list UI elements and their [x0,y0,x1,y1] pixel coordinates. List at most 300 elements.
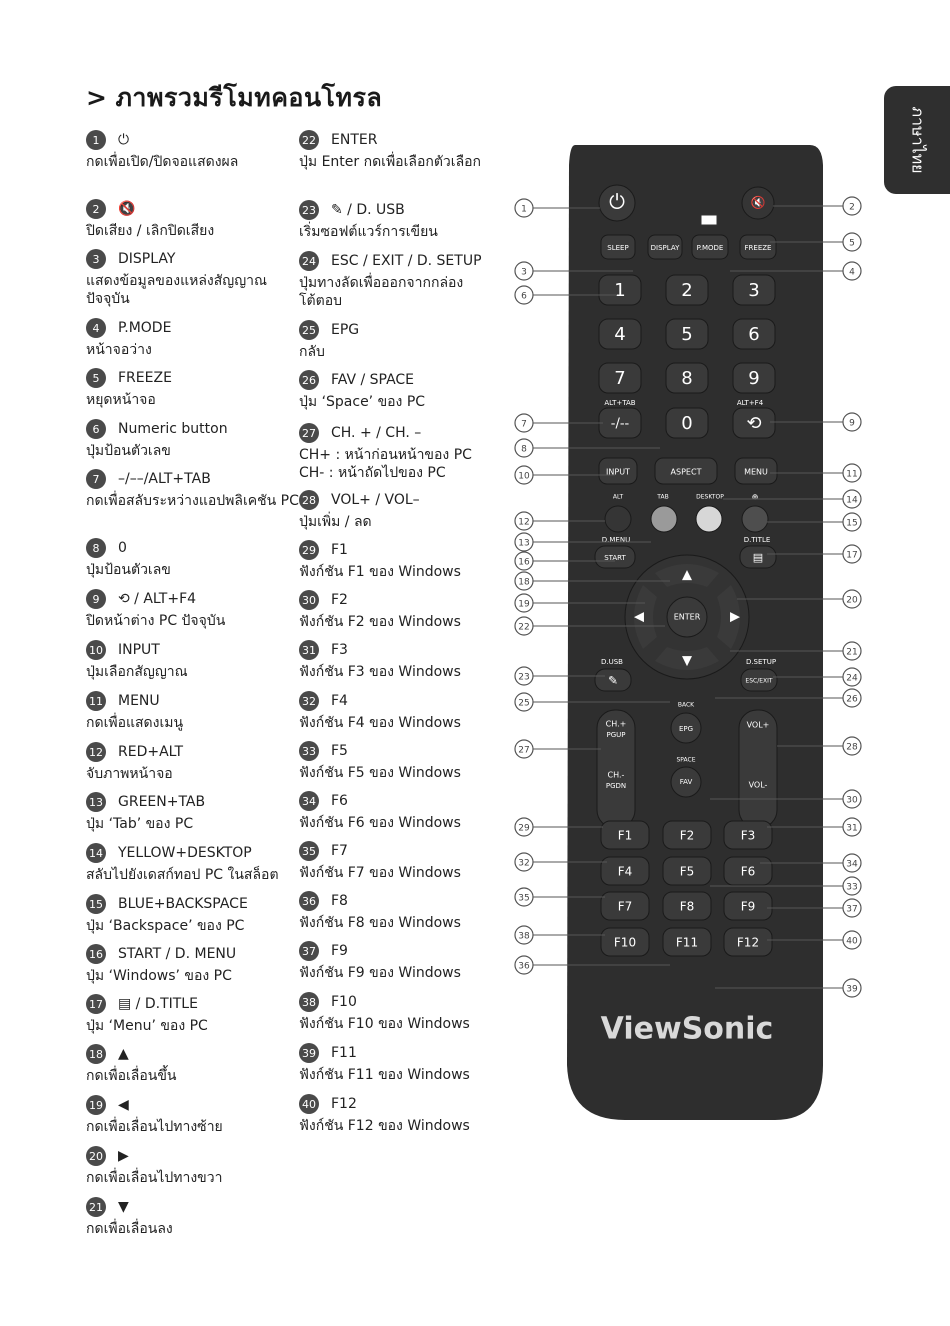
enter-button-label: ENTER [673,612,701,622]
legend-item-heading [299,639,499,661]
chevron-right-icon: > [86,83,108,112]
red-alt-button [605,506,631,532]
legend-item-label: ▲ [118,1046,129,1062]
legend-item-label: 🔇 [118,201,136,217]
dusb-text: D.USB [601,658,623,666]
function-key-F2-label: F2 [679,828,695,843]
callout-number: 30 [846,795,858,806]
dmenu-text: D.MENU [601,536,631,544]
numeric-button-7-label: 7 [614,368,626,389]
callout-number: 3 [521,267,527,278]
number-badge: 40 [299,1094,319,1114]
number-badge: 14 [86,843,106,863]
number-badge: 11 [86,691,106,711]
number-badge: 36 [299,891,319,911]
green-tab-button [651,506,677,532]
legend-item-description: ฟังก์ชัน F6 ของ Windows [299,815,461,831]
legend-item-description: ฟังก์ชัน F2 ของ Windows [299,614,461,630]
function-key-F8-label: F8 [679,899,695,914]
numeric-button-6-label: 6 [748,324,760,345]
pgup-label: PGUP [606,731,626,739]
legend-item-heading [86,537,301,559]
number-badge: 1 [86,130,106,150]
legend-item-label: START / D. MENU [118,946,237,962]
alt-text: ALT [612,493,624,501]
legend-item-6 [86,418,301,460]
legend-item-heading [299,199,499,221]
number-badge: 31 [299,640,319,660]
callout-number: 33 [846,882,858,893]
number-badge: 30 [299,590,319,610]
legend-item-heading [299,1042,499,1064]
space-text: SPACE [676,756,696,764]
legend-item-description: ฟังก์ชัน F7 ของ Windows [299,865,461,881]
legend-item-label: F11 [331,1045,357,1061]
callout-number: 32 [518,858,530,869]
legend-item-description: ปุ่มทางลัดเพื่อออกจากกล่องโต้ตอบ [299,275,464,309]
legend-item-description: ฟังก์ชัน F4 ของ Windows [299,715,461,731]
brand-logo: ViewSonic [600,1011,774,1047]
callout-number: 36 [518,961,530,972]
legend-item-label: F4 [331,693,348,709]
number-badge: 34 [299,791,319,811]
legend-item-label: 0 [118,540,127,556]
legend-item-heading [86,842,301,864]
legend-item-heading [299,1093,499,1115]
callout-number: 28 [846,742,858,753]
legend-item-description: กดเพื่อสลับระหว่างแอปพลิเคชัน PC [86,493,299,509]
page-title: > ภาพรวมรีโมทคอนโทรล [86,83,383,112]
legend-item-label: F5 [331,743,348,759]
function-key-F5-label: F5 [679,864,695,879]
down-arrow-icon: ▼ [682,653,692,669]
callout-number: 7 [521,419,527,430]
legend-item-heading [86,943,301,965]
legend-item-heading [299,840,499,862]
legend-item-description: ปุ่มเลือกสัญญาณ [86,664,188,680]
legend-item-28 [299,489,499,531]
legend-item-heading [86,367,301,389]
callout-number: 25 [518,698,530,709]
number-badge: 19 [86,1095,106,1115]
legend-item-description: ปุ่ม ‘Tab’ ของ PC [86,816,194,832]
legend-item-label: ▶ [118,1148,129,1164]
legend-item-description: กดเพื่อเลื่อนไปทางขวา [86,1170,223,1186]
legend-item-label: DISPLAY [118,251,176,267]
number-badge: 29 [299,540,319,560]
legend-item-label: ✎ / D. USB [331,202,405,218]
number-badge: 5 [86,368,106,388]
callout-number: 27 [518,745,530,756]
up-arrow-icon: ▲ [682,567,692,583]
legend-item-description: กดเพื่อเลื่อนขึ้น [86,1068,177,1084]
legend-item-label: INPUT [118,642,160,658]
legend-item-description: ฟังก์ชัน F9 ของ Windows [299,965,461,981]
callout-number: 34 [846,859,858,870]
blue-backspace-button [742,506,768,532]
callout-number: 31 [846,823,858,834]
number-badge: 10 [86,640,106,660]
number-badge: 9 [86,589,106,609]
legend-item-36 [299,890,499,932]
epg-button-label: EPG [678,725,694,733]
legend-item-heading [299,489,499,511]
legend-item-description: กดเพื่อเลื่อนลง [86,1221,173,1237]
esc-exit-button-label: ESC/EXIT [745,677,773,685]
legend-item-description: ฟังก์ชัน F10 ของ Windows [299,1016,470,1032]
callout-number: 4 [849,267,855,278]
numeric-button-0-label: 0 [681,413,693,434]
legend-item-heading [86,1043,301,1065]
ch-plus-label: CH.+ [605,719,627,729]
callout-number: 6 [521,291,527,302]
callout-number: 35 [518,893,530,904]
vol-plus-label: VOL+ [746,720,770,730]
tab-text: TAB [657,493,669,501]
legend-item-label: F1 [331,542,348,558]
legend-item-18 [86,1043,301,1085]
legend-item-heading [299,940,499,962]
legend-item-13 [86,791,301,833]
legend-item-description: หยุดหน้าจอ [86,392,156,408]
power-icon: ⏻ [609,189,625,214]
legend-item-heading [86,993,301,1015]
legend-item-21 [86,1196,301,1238]
legend-item-label: VOL+ / VOL– [331,492,420,508]
numeric-button-9-label: 9 [748,368,760,389]
legend-item-heading [299,422,499,444]
legend-item-26 [299,369,499,411]
legend-item-38 [299,991,499,1033]
callout-number: 15 [846,518,858,529]
legend-item-heading [299,890,499,912]
number-badge: 37 [299,941,319,961]
legend-item-description: ปุ่ม ‘Windows’ ของ PC [86,968,232,984]
function-key-F4-label: F4 [617,864,633,879]
legend-item-description: ปุ่มป้อนตัวเลข [86,443,171,459]
legend-item-heading [299,589,499,611]
number-badge: 26 [299,370,319,390]
callout-number: 24 [846,673,858,684]
legend-item-heading [299,539,499,561]
alt-f4-button-label: ⟲ [746,413,762,434]
legend-item-9 [86,588,301,630]
callout-number: 40 [846,936,858,947]
legend-item-label: EPG [331,322,360,338]
legend-item-heading [86,468,301,490]
function-key-F7-label: F7 [617,899,633,914]
legend-item-description: จับภาพหน้าจอ [86,766,173,782]
callout-number: 39 [846,984,858,995]
legend-item-description: กดเพื่อแสดงเมนู [86,715,184,731]
legend-item-4 [86,317,301,359]
legend-item-24 [299,250,499,310]
number-badge: 28 [299,490,319,510]
number-badge: 38 [299,992,319,1012]
legend-item-label: CH. + / CH. – [331,425,422,441]
legend-item-label: F7 [331,843,348,859]
number-badge: 3 [86,249,106,269]
numeric-button-5-label: 5 [681,324,693,345]
callout-number: 12 [518,517,530,528]
legend-item-heading [86,1145,301,1167]
legend-item-2 [86,198,301,240]
callout-number: 23 [518,672,530,683]
freeze-button-label: FREEZE [744,244,772,252]
number-badge: 6 [86,419,106,439]
callout-number: 14 [846,495,858,506]
legend-item-description: ปุ่ม ‘Menu’ ของ PC [86,1018,208,1034]
fav-button-label: FAV [679,778,693,786]
legend-item-14 [86,842,301,884]
legend-item-20 [86,1145,301,1187]
legend-item-description: ปิดหน้าต่าง PC ปัจจุบัน [86,613,226,629]
legend-item-heading [86,198,301,220]
legend-item-8 [86,537,301,579]
input-button-label: INPUT [606,467,630,477]
legend-item-heading [86,741,301,763]
legend-item-40 [299,1093,499,1135]
number-badge: 18 [86,1044,106,1064]
legend-item-label: –/––/ALT+TAB [118,471,211,487]
legend-item-11 [86,690,301,732]
numeric-button-4-label: 4 [614,324,626,345]
legend-item-27 [299,422,499,482]
right-arrow-icon: ▶ [730,609,740,625]
legend-item-label: ⏻ [118,132,130,148]
legend-item-description: ปิดเสียง / เลิกปิดเสียง [86,223,215,239]
callout-number: 20 [846,595,858,606]
callout-number: 11 [846,469,858,480]
number-badge: 8 [86,538,106,558]
legend-item-description: หน้าจอว่าง [86,342,152,358]
legend-item-description: ปุ่ม ‘Space’ ของ PC [299,394,426,410]
function-key-F9-label: F9 [740,899,756,914]
desktop-text: DESKTOP [696,493,724,501]
number-badge: 20 [86,1146,106,1166]
number-badge: 35 [299,841,319,861]
remote-control-diagram [505,135,870,1125]
legend-item-heading [299,991,499,1013]
number-badge: 22 [299,130,319,150]
start-button-label: START [604,554,626,562]
callout-number: 8 [521,444,527,455]
callout-number: 10 [518,471,530,482]
legend-item-description: ฟังก์ชัน F8 ของ Windows [299,915,461,931]
blank-screen-icon [701,215,717,225]
legend-item-heading [299,319,499,341]
legend-item-heading [86,317,301,339]
legend-item-12 [86,741,301,783]
number-badge: 23 [299,200,319,220]
legend-item-label: RED+ALT [118,744,184,760]
legend-item-description: กดเพื่อเปิด/ปิดจอแสดงผล [86,154,239,170]
dtitle-text: D.TITLE [743,536,771,544]
legend-item-description: สลับไปยังเดสก์ทอป PC ในสล็อต [86,867,279,883]
legend-item-17 [86,993,301,1035]
legend-item-heading [86,418,301,440]
legend-item-15 [86,893,301,935]
legend-item-description: แสดงข้อมูลของแหล่งสัญญาณปัจจุบัน [86,273,268,307]
number-badge: 16 [86,944,106,964]
callout-number: 29 [518,823,530,834]
legend-item-heading [86,588,301,610]
numeric-button-3-label: 3 [748,280,760,301]
legend-item-heading [86,248,301,270]
legend-item-39 [299,1042,499,1084]
legend-item-heading [86,1196,301,1218]
legend-item-23 [299,199,499,241]
legend-item-heading [299,690,499,712]
number-badge: 15 [86,894,106,914]
legend-item-label: FREEZE [118,370,172,386]
number-badge: 7 [86,469,106,489]
legend-item-10 [86,639,301,681]
callout-number: 5 [849,238,855,249]
legend-item-label: FAV / SPACE [331,372,415,388]
function-key-F6-label: F6 [740,864,756,879]
legend-item-label: ◀ [118,1097,129,1113]
callout-number: 21 [846,647,858,658]
number-badge: 4 [86,318,106,338]
legend-item-heading [299,369,499,391]
yellow-desktop-button [696,506,722,532]
pgdn-label: PGDN [605,782,627,790]
legend-item-description: เริ่มซอฟต์แวร์การเขียน [299,224,438,240]
dtitle-button-label: ▤ [752,551,764,564]
number-badge: 33 [299,741,319,761]
number-badge: 21 [86,1197,106,1217]
capture-icon: ⊕ [751,492,759,502]
legend-item-label: ▤ / D.TITLE [118,996,198,1012]
legend-item-3 [86,248,301,308]
legend-item-description: CH+ : หน้าก่อนหน้าของ PC CH- : หน้าถัดไปของ PC [299,447,472,481]
pmode-button-label: P.MODE [696,244,724,252]
back-text: BACK [677,701,695,709]
legend-item-label: F12 [331,1096,357,1112]
legend-item-label: ⟲ / ALT+F4 [118,591,197,607]
legend-item-label: F2 [331,592,348,608]
legend-item-heading [86,639,301,661]
number-badge: 39 [299,1043,319,1063]
language-side-tab: ภาษาไทย [884,86,950,194]
legend-item-32 [299,690,499,732]
mute-icon: 🔇 [750,195,766,210]
legend-item-heading [86,1094,301,1116]
callout-number: 26 [846,694,858,705]
left-arrow-icon: ◀ [634,609,644,625]
legend-item-19 [86,1094,301,1136]
legend-item-description: ฟังก์ชัน F1 ของ Windows [299,564,461,580]
callout-number: 19 [518,599,530,610]
sleep-button-label: SLEEP [607,244,629,252]
number-badge: 2 [86,199,106,219]
numeric-button-1-label: 1 [614,280,626,301]
function-key-F12-label: F12 [736,935,760,950]
function-key-F3-label: F3 [740,828,756,843]
legend-item-label: P.MODE [118,320,172,336]
legend-item-description: ปุ่มป้อนตัวเลข [86,562,171,578]
legend-item-37 [299,940,499,982]
numeric-button-2-label: 2 [681,280,693,301]
callout-number: 37 [846,904,858,915]
legend-item-heading [86,893,301,915]
legend-item-label: Numeric button [118,421,228,437]
legend-item-heading [299,740,499,762]
legend-item-7 [86,468,301,510]
function-key-F11-label: F11 [675,935,699,950]
legend-item-label: BLUE+BACKSPACE [118,896,248,912]
callout-number: 18 [518,577,530,588]
legend-item-label: F3 [331,642,348,658]
menu-button-label: MENU [744,467,768,477]
alt-tab-text: ALT+TAB [604,399,636,407]
legend-item-33 [299,740,499,782]
legend-item-31 [299,639,499,681]
legend-item-description: ปุ่ม Enter กดเพื่อเลือกตัวเลือก [299,154,482,170]
number-badge: 12 [86,742,106,762]
legend-item-29 [299,539,499,581]
legend-item-label: ESC / EXIT / D. SETUP [331,253,482,269]
legend-item-description: ปุ่มเพิ่ม / ลด [299,514,372,530]
callout-number: 2 [849,202,855,213]
vol-minus-label: VOL- [748,780,768,790]
legend-item-label: F8 [331,893,348,909]
legend-item-label: ENTER [331,132,378,148]
alt-f4-text: ALT+F4 [736,399,764,407]
legend-item-label: YELLOW+DESKTOP [118,845,252,861]
callout-number: 1 [521,204,527,215]
function-key-F10-label: F10 [613,935,637,950]
number-badge: 25 [299,320,319,340]
callout-number: 17 [846,550,858,561]
legend-item-heading [299,250,499,272]
legend-item-34 [299,790,499,832]
legend-item-label: GREEN+TAB [118,794,206,810]
legend-item-5 [86,367,301,409]
legend-item-description: กดเพื่อเลื่อนไปทางซ้าย [86,1119,223,1135]
legend-item-description: ฟังก์ชัน F11 ของ Windows [299,1067,470,1083]
legend-item-description: ฟังก์ชัน F5 ของ Windows [299,765,461,781]
number-badge: 32 [299,691,319,711]
number-badge: 17 [86,994,106,1014]
legend-item-label: F6 [331,793,348,809]
callout-number: 9 [849,418,855,429]
legend-item-16 [86,943,301,985]
callout-number: 13 [518,538,530,549]
legend-item-heading [299,129,499,151]
legend-item-22 [299,129,499,171]
dsetup-text: D.SETUP [745,658,777,666]
callout-number: 22 [518,622,530,633]
number-badge: 27 [299,423,319,443]
legend-item-30 [299,589,499,631]
legend-item-1 [86,129,301,171]
legend-item-heading [86,791,301,813]
legend-item-25 [299,319,499,361]
function-key-F1-label: F1 [617,828,633,843]
aspect-button-label: ASPECT [670,467,702,477]
numeric-button-8-label: 8 [681,368,693,389]
number-badge: 24 [299,251,319,271]
number-badge: 13 [86,792,106,812]
legend-item-description: ฟังก์ชัน F3 ของ Windows [299,664,461,680]
legend-item-heading [86,690,301,712]
legend-item-description: ฟังก์ชัน F12 ของ Windows [299,1118,470,1134]
display-button-label: DISPLAY [650,244,680,252]
dusb-button-label: ✎ [607,673,619,688]
callout-number: 38 [518,931,530,942]
